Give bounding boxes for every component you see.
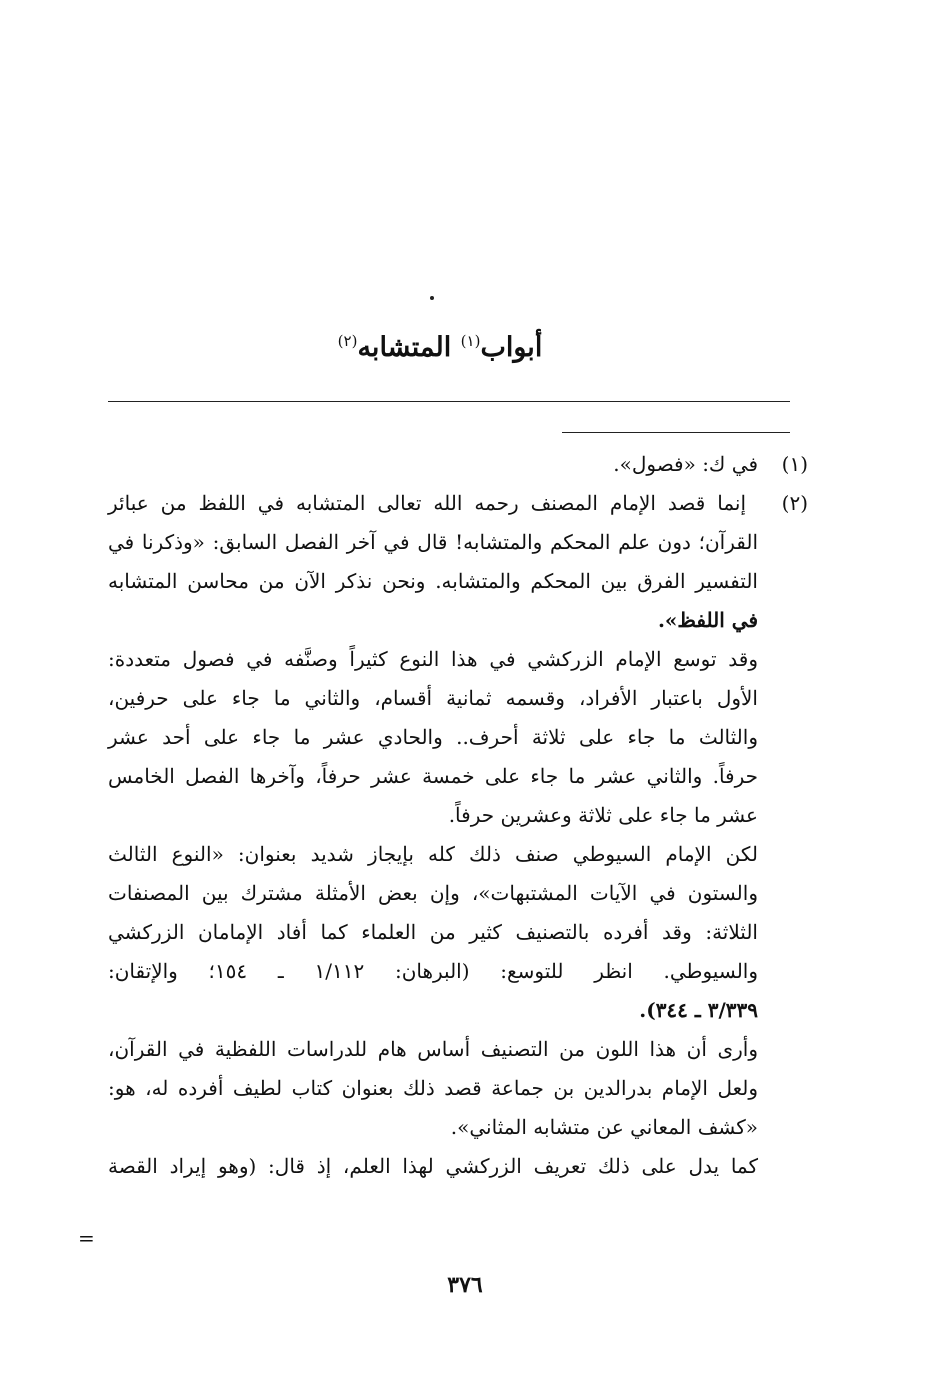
footnote-ref-2: (٢)	[337, 332, 358, 350]
para2-line-1: وقد توسع الإمام الزركشي في هذا النوع كثيراً وصنَّفه في فصول متعددة:	[108, 647, 758, 671]
decorative-dot	[430, 296, 434, 300]
footnote-ref-1: (١)	[460, 332, 481, 350]
para5-line-1: كما يدل على ذلك تعريف الزركشي لهذا العلم، إذ قال: (وهو إيراد القصة	[108, 1154, 758, 1178]
chapter-title-tail: المتشابه	[357, 332, 452, 363]
footnote-1	[108, 445, 808, 484]
footnote-1-number: (١)	[781, 452, 808, 476]
para3-line-2: والستون في الآيات المشتبهات»، وإن بعض الأمثلة مشترك بين المصنفات	[108, 881, 758, 905]
footnote-divider	[562, 432, 790, 433]
page-number: ٣٧٦	[447, 1272, 483, 1298]
footnote-2-line-2: القرآن؛ دون علم المحكم والمتشابه! قال في آخر الفصل السابق: «وذكرنا في	[108, 530, 758, 554]
para2-line-2: الأول باعتبار الأفراد، وقسمه ثمانية أقسام، والثاني ما جاء على حرفين،	[108, 686, 758, 710]
footnotes-block	[108, 445, 808, 1186]
footnote-2-line-1	[108, 484, 808, 523]
para4-line-1: وأرى أن هذا اللون من التصنيف أساس هام للدراسات اللفظية في القرآن،	[108, 1037, 758, 1061]
para3-line-3: الثلاثة: وقد أفرده بالتصنيف كثير من العلماء كما أفاد الإمامان الزركشي	[108, 920, 758, 944]
chapter-title	[300, 328, 580, 368]
para3-line-4: والسيوطي. انظر للتوسع: (البرهان: ١/١١٢ ـ ١٥٤؛ والإتقان:	[108, 959, 758, 983]
continuation-mark: =	[78, 1226, 95, 1250]
footnote-2-line-3: التفسير الفرق بين المحكم والمتشابه. ونحن نذكر الآن من محاسن المتشابه	[108, 569, 758, 593]
footnote-2-text-1: إنما قصد الإمام المصنف رحمه الله تعالى المتشابه في اللفظ من عبائر	[108, 491, 747, 515]
chapter-title-main: أبواب	[480, 332, 543, 363]
para4-line-3: «كشف المعاني عن متشابه المثاني».	[450, 1115, 758, 1139]
para2-line-5: عشر ما جاء على ثلاثة وعشرين حرفاً.	[448, 803, 758, 827]
title-divider	[108, 401, 790, 402]
para3-line-5: ٣/٣٣٩ ـ ٣٤٤).	[639, 998, 758, 1022]
para2-line-3: والثالث ما جاء على ثلاثة أحرف.. والحادي عشر ما جاء على أحد عشر	[108, 725, 758, 749]
footnote-2-line-4: في اللفظ».	[657, 608, 758, 632]
para3-line-1: لكن الإمام السيوطي صنف ذلك كله بإيجاز شديد بعنوان: «النوع الثالث	[108, 842, 758, 866]
footnote-2-number: (٢)	[781, 491, 808, 515]
footnote-1-text: في ك: «فصول».	[613, 452, 758, 476]
para2-line-4: حرفاً. والثاني عشر ما جاء على خمسة عشر حرفاً، وآخرها الفصل الخامس	[108, 764, 758, 788]
para4-line-2: ولعل الإمام بدرالدين بن جماعة قصد ذلك بعنوان كتاب لطيف أفرده له، هو:	[108, 1076, 758, 1100]
